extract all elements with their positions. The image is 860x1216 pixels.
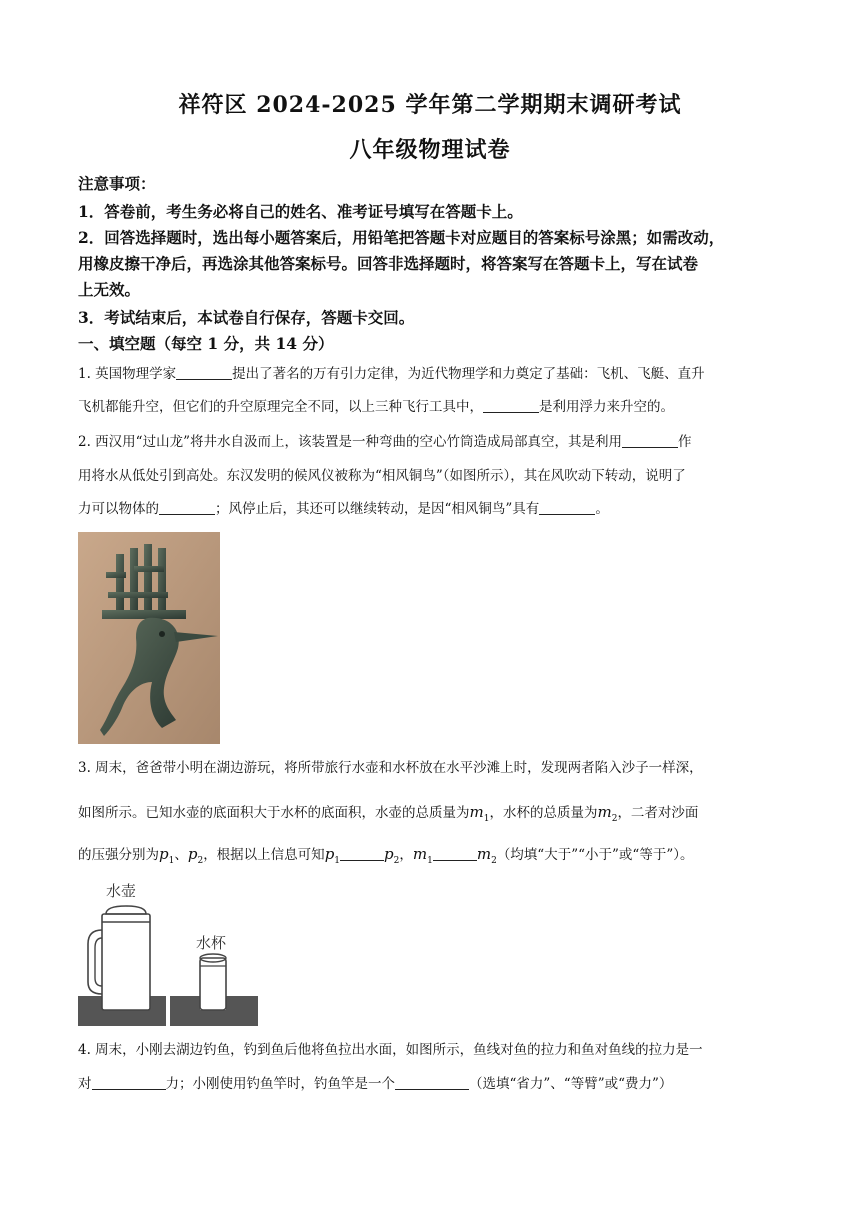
q3-text-e: 、 — [174, 847, 188, 863]
answer-blank[interactable] — [176, 365, 232, 380]
q3-text-b: ，水杯的总质量为 — [489, 805, 598, 821]
question-4-line-2 — [78, 1074, 788, 1094]
section-1-heading: 一、填空题（每空 1 分，共 14 分） — [78, 334, 334, 353]
question-3-line-3 — [78, 842, 788, 873]
q1-text-c: 飞机都能升空，但它们的升空原理完全不同，以上三种飞行工具中， — [78, 399, 483, 415]
q2-text-b: 作 — [677, 434, 692, 450]
q3-text-g: （均填“大于”“小于”或“等于”）。 — [496, 847, 694, 863]
mass-m1: $m_1$ — [469, 803, 490, 824]
notice-heading: 注意事项： — [78, 174, 156, 193]
q4-text-a: 对 — [78, 1076, 92, 1092]
q2-text-a: 2. 西汉用“过山龙”将井水自汲而上，该装置是一种弯曲的空心竹筒造成局部真空，其是利用 — [78, 434, 622, 450]
kettle-cup-drawing — [78, 878, 268, 1028]
q1-text-a: 1. 英国物理学家 — [78, 366, 177, 382]
question-2-line-2: 用将水从低处引到高处。东汉发明的候风仪被称为“相风铜鸟”（如图所示），其在风吹动下转动，说明了 — [78, 468, 686, 484]
pressure-p2: $p_2$ — [187, 845, 204, 866]
cup-label: 水杯 — [196, 934, 227, 952]
notice-item-2-line-1: 2．回答选择题时，选出每小题答案后，用铅笔把答题卡对应题目的答案标号涂黑；如需改动， — [78, 228, 725, 247]
answer-blank[interactable] — [622, 433, 678, 448]
q3-text-c: ，二者对沙面 — [617, 805, 699, 821]
q1-text-d: 是利用浮力来升空的。 — [539, 399, 674, 415]
q3-text-f: ，根据以上信息可知 — [203, 847, 325, 863]
notice-item-2-line-3: 上无效。 — [78, 280, 141, 299]
answer-blank[interactable] — [395, 1075, 469, 1090]
question-1-line-2 — [78, 397, 788, 417]
q3-text-a: 如图所示。已知水壶的底面积大于水杯的底面积，水壶的总质量为 — [78, 805, 470, 821]
bronze-bird-image — [78, 532, 220, 744]
q2-text-c: 力可以物体的 — [78, 501, 159, 517]
question-2-line-3 — [78, 499, 788, 519]
notice-item-1: 1．答卷前，考生务必将自己的姓名、准考证号填写在答题卡上。 — [78, 202, 523, 221]
question-3-line-1: 3. 周末，爸爸带小明在湖边游玩，将所带旅行水壶和水杯放在水平沙滩上时，发现两者陷入沙子一样深， — [78, 760, 703, 776]
q2-text-e: 。 — [595, 501, 609, 517]
question-3-line-2 — [78, 800, 788, 831]
q3-comma: ， — [399, 847, 413, 863]
pressure-p2: $p_2$ — [384, 845, 400, 866]
kettle-cup-diagram — [78, 878, 268, 1028]
answer-blank[interactable] — [92, 1075, 166, 1090]
q1-text-b: 提出了著名的万有引力定律，为近代物理学和力奠定了基础：飞机、飞艇、直升 — [232, 366, 705, 382]
question-4-line-1: 4. 周末，小刚去湖边钓鱼，钓到鱼后他将鱼拉出水面，如图所示，鱼线对鱼的拉力和鱼对鱼线的拉力是一 — [78, 1042, 703, 1058]
answer-blank[interactable] — [159, 500, 215, 515]
exam-title: 祥符区 2024-2025 学年第二学期期末调研考试 — [178, 92, 682, 118]
answer-blank[interactable] — [340, 846, 384, 861]
q4-text-c: （选填“省力”、“等臂”或“费力”） — [469, 1076, 673, 1092]
answer-blank[interactable] — [433, 846, 477, 861]
kettle-label: 水壶 — [106, 882, 137, 900]
notice-item-2-line-2: 用橡皮擦干净后，再选涂其他答案标号。回答非选择题时，将答案写在答题卡上，写在试卷 — [78, 254, 699, 273]
pressure-p1: $p_1$ — [324, 845, 341, 866]
q2-text-d: ；风停止后，其还可以继续转动，是因“相风铜鸟”具有 — [215, 501, 540, 517]
mass-m1: $m_1$ — [412, 845, 433, 866]
q4-text-b: 力；小刚使用钓鱼竿时，钓鱼竿是一个 — [165, 1076, 395, 1092]
notice-item-3: 3．考试结束后，本试卷自行保存，答题卡交回。 — [78, 308, 415, 327]
bronze-wind-bird-photo — [78, 532, 220, 744]
mass-m2: $m_2$ — [597, 803, 618, 824]
exam-subtitle: 八年级物理试卷 — [349, 137, 511, 163]
pressure-p1: $p_1$ — [159, 845, 175, 866]
answer-blank[interactable] — [483, 398, 539, 413]
mass-m2: $m_2$ — [476, 845, 497, 866]
question-1-line-1 — [78, 364, 788, 384]
question-2-line-1 — [78, 432, 788, 452]
answer-blank[interactable] — [539, 500, 595, 515]
q3-text-d: 的压强分别为 — [78, 847, 159, 863]
